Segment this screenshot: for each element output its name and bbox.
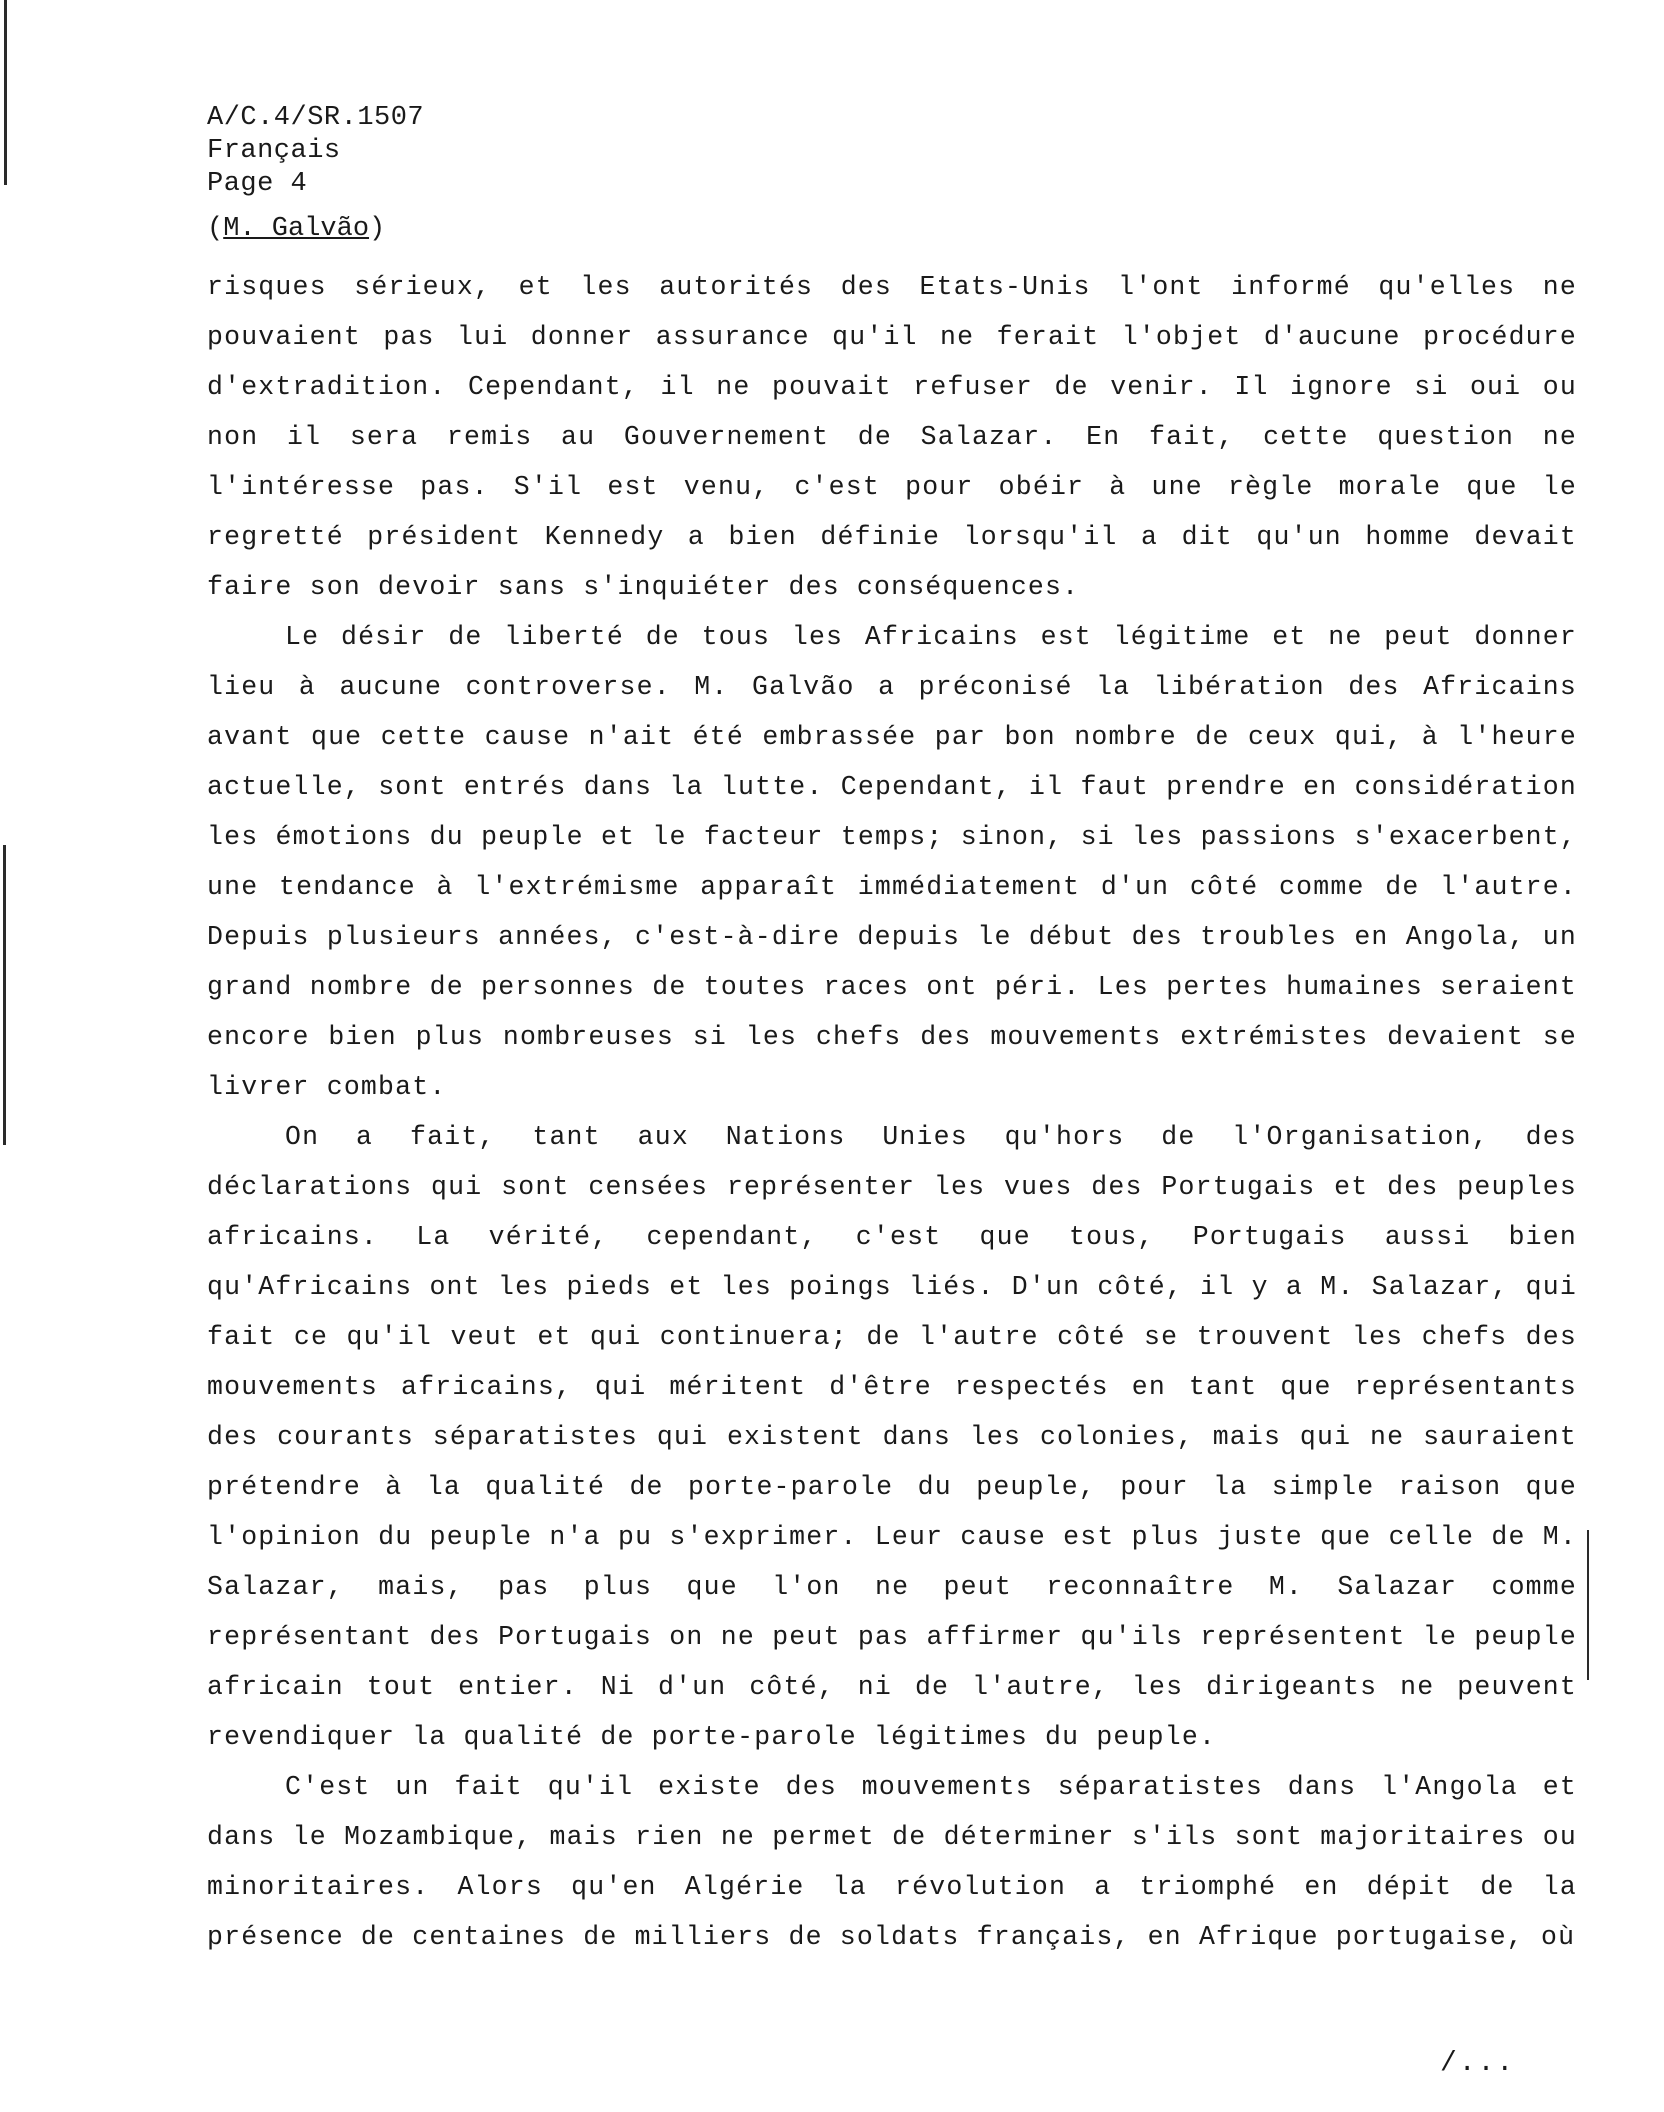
document-header <box>207 102 424 201</box>
speaker-name: M. Galvão <box>223 214 370 244</box>
continuation-mark: /... <box>1440 2048 1516 2079</box>
scan-margin-bracket <box>1587 1530 1589 1680</box>
page-number: Page 4 <box>207 169 308 199</box>
paragraph-2: Le désir de liberté de tous les Africains est légitime et ne peut donner lieu à aucune controverse. M. Galvão a préconisé la libération des Africains avant que cette cause n'ait été embrassée par bon nombre de ceux qui, à l'heure actuelle, sont entrés dans la lutte. Cependant, il faut prendre en considération les émotions du peuple et le facteur temps; sinon, si les passions s'exacerbent, une tendance à l'extrémisme apparaît immédiatement d'un côté comme de l'autre. Depuis plusieurs années, c'est-à-dire depuis le début des troubles en Angola, un grand nombre de personnes de toutes races ont péri. Les pertes humaines seraient encore bien plus nombreuses si les chefs des mouvements extrémistes devaient se livrer combat. <box>207 622 1577 1102</box>
document-symbol: A/C.4/SR.1507 <box>207 103 425 133</box>
paragraph-3: On a fait, tant aux Nations Unies qu'hors de l'Organisation, des déclarations qui sont censées représenter les vues des Portugais et des peuples africains. La vérité, cependant, c'est que tous, Portugais aussi bien qu'Africains ont les pieds et les poings liés. D'un côté, il y a M. Salazar, qui fait ce qu'il veut et qui continuera; de l'autre côté se trouvent les chefs des mouvements africains, qui méritent d'être respectés en tant que représentants des courants séparatistes qui existent dans les colonies, mais qui ne sauraient prétendre à la qualité de porte-parole du peuple, pour la simple raison que l'opinion du peuple n'a pu s'exprimer. Leur cause est plus juste que celle de M. Salazar, mais, pas plus que l'on ne peut reconnaître M. Salazar comme représentant des Portugais on ne peut pas affirmer qu'ils représentent le peuple africain tout entier. Ni d'un côté, ni de l'autre, les dirigeants ne peuvent revendiquer la qualité de porte-parole légitimes du peuple. <box>207 1122 1577 1752</box>
document-language: Français <box>207 136 341 166</box>
scan-edge-mark-middle <box>3 845 6 1145</box>
paragraph-4: C'est un fait qu'il existe des mouvements séparatistes dans l'Angola et dans le Mozambique, mais rien ne permet de déterminer s'ils sont majoritaires ou minoritaires. Alors qu'en Algérie la révolution a triomphé en dépit de la présence de centaines de milliers de soldats français, en Afrique portugaise, où <box>207 1772 1577 1952</box>
paragraph-1: risques sérieux, et les autorités des Etats-Unis l'ont informé qu'elles ne pouvaient pas lui donner assurance qu'il ne ferait l'objet d'aucune procédure d'extradition. Cependant, il ne pouvait refuser de venir. Il ignore si oui ou non il sera remis au Gouvernement de Salazar. En fait, cette question ne l'intéresse pas. S'il est venu, c'est pour obéir à une règle morale que le regretté président Kennedy a bien définie lorsqu'il a dit qu'un homme devait faire son devoir sans s'inquiéter des conséquences. <box>207 272 1577 602</box>
scan-edge-mark-top <box>4 0 7 185</box>
speaker-label: (M. Galvão) <box>207 214 386 244</box>
document-body <box>207 262 1577 1962</box>
